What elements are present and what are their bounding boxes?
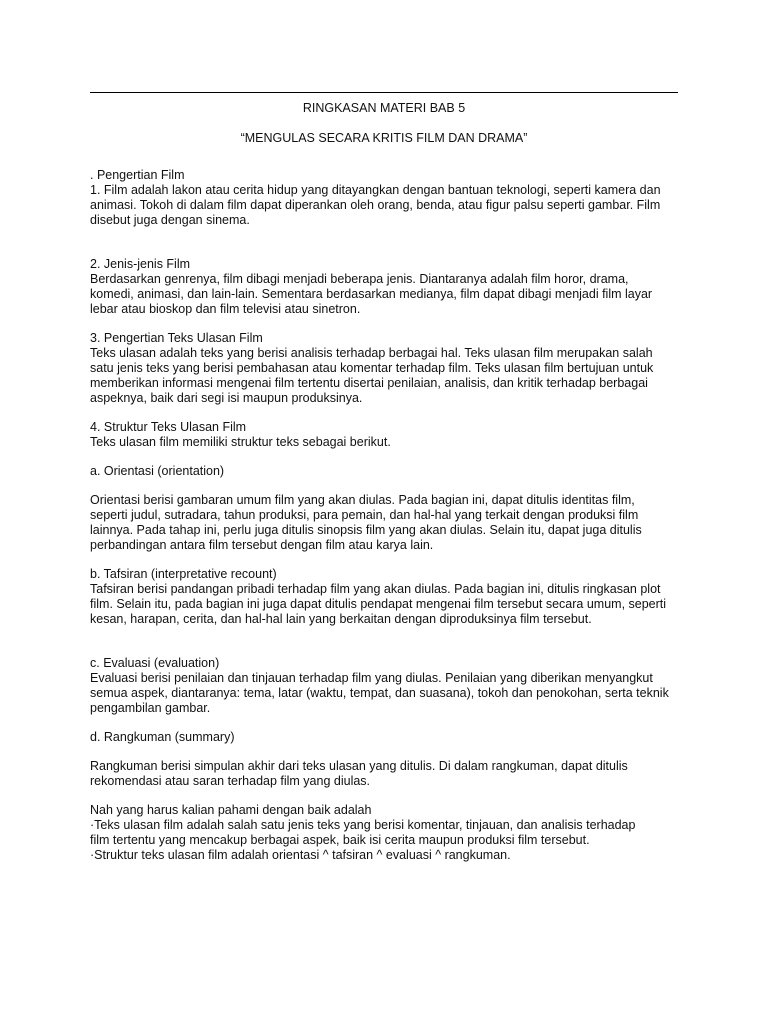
bullet-item bbox=[90, 848, 690, 863]
paragraph-line: Teks ulasan film memiliki struktur teks sebagai berikut. bbox=[90, 435, 391, 449]
paragraph-line: pengambilan gambar. bbox=[90, 701, 211, 715]
document-subtitle: “MENGULAS SECARA KRITIS FILM DAN DRAMA” bbox=[240, 131, 528, 145]
paragraph-line: Teks ulasan adalah teks yang berisi analisis terhadap berbagai hal. Teks ulasan film merupakan salah bbox=[90, 346, 653, 360]
paragraph-line: lebar atau bioskop dan film televisi atau sinetron. bbox=[90, 302, 361, 316]
bullet-item bbox=[90, 818, 690, 833]
document-body bbox=[90, 168, 690, 863]
paragraph-line: aspeknya, baik dari segi isi maupun produksinya. bbox=[90, 391, 363, 405]
paragraph-line: memberikan informasi mengenai film tertentu disertai penilaian, analisis, dan kritik terhadap berbagai bbox=[90, 376, 648, 390]
section-heading-jenis-film: 2. Jenis-jenis Film bbox=[90, 257, 191, 271]
paragraph-line: kesan, harapan, cerita, dan hal-hal lain yang berkaitan dengan diproduksinya film tersebut. bbox=[90, 612, 592, 626]
subsection-heading-orientasi: a. Orientasi (orientation) bbox=[90, 464, 225, 478]
paragraph-line: film. Selain itu, pada bagian ini juga dapat ditulis pendapat mengenai film tersebut secara umum, seperti bbox=[90, 597, 667, 611]
section-heading-teks-ulasan: 3. Pengertian Teks Ulasan Film bbox=[90, 331, 263, 345]
paragraph-line: Rangkuman berisi simpulan akhir dari teks ulasan yang ditulis. Di dalam rangkuman, dapat ditulis bbox=[90, 759, 628, 773]
paragraph-line: semua aspek, diantaranya: tema, latar (waktu, tempat, dan suasana), tokoh dan penokohan, serta teknik bbox=[90, 686, 669, 700]
paragraph-line: rekomendasi atau saran terhadap film yang diulas. bbox=[90, 774, 371, 788]
paragraph-line: seperti judul, sutradara, tahun produksi, para pemain, dan hal-hal yang terkait dengan produksi film bbox=[90, 508, 639, 522]
paragraph-line: animasi. Tokoh di dalam film dapat diperankan oleh orang, benda, atau figur palsu seperti gambar. Film bbox=[90, 198, 661, 212]
bullet-text: Teks ulasan film adalah salah satu jenis teks yang berisi komentar, tinjauan, dan analisis terhadap bbox=[94, 818, 636, 832]
paragraph-line: disebut juga dengan sinema. bbox=[90, 213, 250, 227]
paragraph-line: lainnya. Pada tahap ini, perlu juga ditulis sinopsis film yang akan diulas. Selain itu, dapat juga ditulis bbox=[90, 523, 642, 537]
bullet-text: Struktur teks ulasan film adalah orientasi ^ tafsiran ^ evaluasi ^ rangkuman. bbox=[94, 848, 511, 862]
subsection-heading-tafsiran: b. Tafsiran (interpretative recount) bbox=[90, 567, 277, 581]
document-title: RINGKASAN MATERI BAB 5 bbox=[302, 101, 466, 115]
subsection-heading-evaluasi: c. Evaluasi (evaluation) bbox=[90, 656, 220, 670]
bullet-symbol: · bbox=[90, 848, 95, 862]
paragraph-line: 1. Film adalah lakon atau cerita hidup yang ditayangkan dengan bantuan teknologi, seperti kamera dan bbox=[90, 183, 661, 197]
bullet-continuation: film tertentu yang mencakup berbagai aspek, baik isi cerita maupun produksi film tersebut. bbox=[90, 833, 590, 847]
section-heading-pengertian-film: . Pengertian Film bbox=[90, 168, 185, 182]
summary-heading: Nah yang harus kalian pahami dengan baik adalah bbox=[90, 803, 372, 817]
subsection-heading-rangkuman: d. Rangkuman (summary) bbox=[90, 730, 235, 744]
paragraph-line: Berdasarkan genrenya, film dibagi menjadi beberapa jenis. Diantaranya adalah film horor, drama, bbox=[90, 272, 629, 286]
paragraph-line: komedi, animasi, dan lain-lain. Sementara berdasarkan medianya, film dapat dibagi menjadi film layar bbox=[90, 287, 653, 301]
paragraph-line: Evaluasi berisi penilaian dan tinjauan terhadap film yang diulas. Penilaian yang diberikan menyangkut bbox=[90, 671, 653, 685]
paragraph-line: satu jenis teks yang berisi pembahasan atau komentar terhadap film. Teks ulasan film bertujuan untuk bbox=[90, 361, 654, 375]
section-heading-struktur: 4. Struktur Teks Ulasan Film bbox=[90, 420, 247, 434]
top-rule bbox=[90, 92, 678, 93]
bullet-symbol: · bbox=[90, 818, 95, 832]
paragraph-line: perbandingan antara film tersebut dengan film atau karya lain. bbox=[90, 538, 434, 552]
paragraph-line: Orientasi berisi gambaran umum film yang akan diulas. Pada bagian ini, dapat ditulis identitas film, bbox=[90, 493, 635, 507]
paragraph-line: Tafsiran berisi pandangan pribadi terhadap film yang akan diulas. Pada bagian ini, ditulis ringkasan plot bbox=[90, 582, 661, 596]
